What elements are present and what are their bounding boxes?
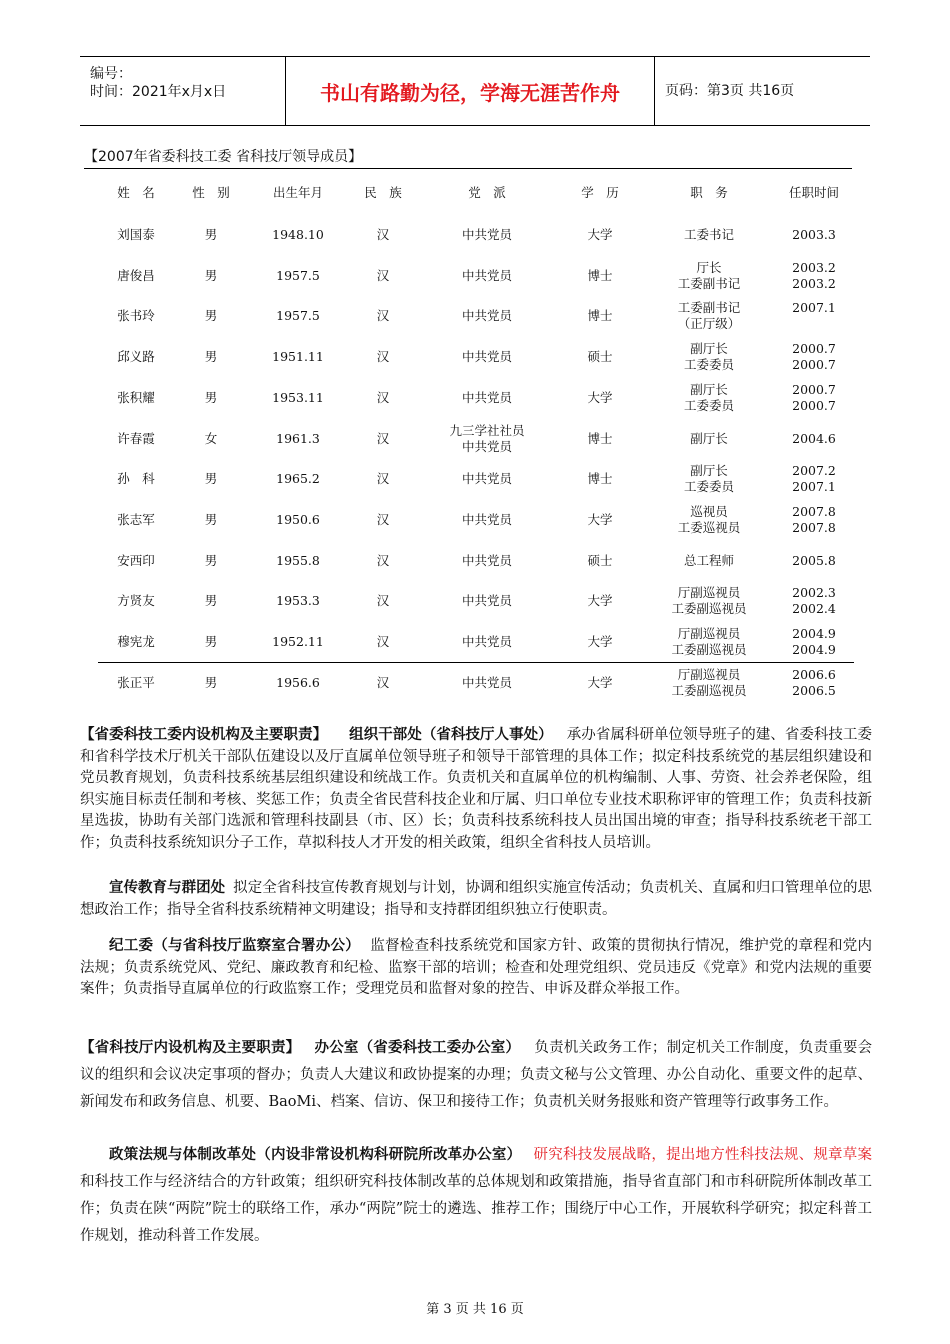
- table-cell: [644, 541, 774, 581]
- table-cell: 1950.6: [276, 511, 320, 527]
- table-cell: 汉: [376, 267, 390, 283]
- table-cell: [774, 500, 854, 540]
- cell-line: 副厅长: [690, 341, 728, 357]
- highlight-text: 提出地方性科技法规、规章草案: [666, 1147, 873, 1163]
- table-cell: 男: [204, 227, 218, 242]
- header-motto: 书山有路勤为径，学海无涯苦作舟: [320, 80, 620, 105]
- table-cell: [644, 622, 774, 662]
- dept-duties: 监督检查科技系统党和国家方针、政策的贯彻执行情况，维护党的章程和党内法规；负责系统党风、党纪、廉政教育和纪检、监察干部的培训；检查和处理党组织、党员违反《党章》和党内法规的重要案件；负责指导直属单位的行政监察工作；受理党员和监督对象的控告、申诉及群众举报工作。: [80, 938, 872, 997]
- table-cell: 汉: [376, 430, 390, 446]
- table-cell: [427, 419, 547, 459]
- dept-name: 组织干部处（省科技厅人事处）: [349, 726, 553, 743]
- cell-line: 工委副巡视员: [671, 682, 747, 698]
- cell-line: 厅长: [696, 259, 722, 275]
- cell-line: 2007.1: [792, 300, 836, 316]
- table-cell: 男: [204, 674, 218, 690]
- column-header: 出生年月: [272, 185, 323, 200]
- table-cell: 张志军: [117, 511, 155, 527]
- cell-line: 2003.2: [792, 259, 836, 275]
- table-cell: [427, 337, 547, 377]
- paragraph-discipline: [80, 935, 872, 1001]
- table-cell: 1948.10: [272, 227, 324, 242]
- table-cell: 方贤友: [117, 593, 155, 609]
- section-heading: 【省委科技工委内设机构及主要职责】: [80, 726, 328, 743]
- table-cell: [774, 215, 854, 255]
- paragraph-policy: [80, 1141, 872, 1250]
- dept-name: 纪工委（与省科技厅监察室合署办公）: [109, 937, 360, 954]
- cell-line: 中共党员: [461, 674, 512, 690]
- cell-line: 2000.7: [792, 341, 836, 357]
- cell-line: 2004.9: [792, 626, 836, 641]
- table-cell: [644, 256, 774, 296]
- table-cell: [774, 296, 854, 336]
- cell-line: 2003.3: [792, 227, 836, 242]
- table-row: [0, 622, 950, 662]
- dept-duties: 拟定全省科技宣传教育规划与计划，协调和组织实施宣传活动；负责机关、直属和归口管理单位的思想政治工作；指导全省科技系统精神文明建设；指导和支持群团组织独立行使职责。: [80, 880, 872, 918]
- cell-line: 厅副巡视员: [677, 626, 741, 641]
- table-cell: 汉: [376, 593, 390, 609]
- table-cell: [427, 459, 547, 499]
- table-cell: 男: [204, 389, 218, 405]
- cell-line: 工委委员: [683, 479, 734, 495]
- cell-line: 2003.2: [792, 275, 836, 291]
- paragraph-office: [80, 1034, 872, 1116]
- table-cell: [644, 215, 774, 255]
- table-cell: [427, 378, 547, 418]
- table-cell: 1957.5: [276, 308, 320, 324]
- table-cell: [427, 500, 547, 540]
- paragraph-publicity: [80, 877, 872, 921]
- cell-line: 中共党员: [461, 593, 512, 609]
- table-cell: 男: [204, 552, 218, 568]
- table-cell: 男: [204, 634, 218, 649]
- header-meta: [80, 57, 285, 125]
- table-cell: 汉: [376, 634, 390, 649]
- paragraph-organization: [80, 724, 872, 854]
- table-cell: 穆宪龙: [117, 634, 155, 649]
- table-cell: 男: [204, 593, 218, 609]
- table-cell: 汉: [376, 471, 390, 487]
- table-row: [0, 663, 950, 703]
- dept-name: 政策法规与体制改革处（内设非常设机构科研院所改革办公室）: [109, 1146, 522, 1163]
- table-cell: 张正平: [117, 674, 155, 690]
- table-cell: 男: [204, 471, 218, 487]
- cell-line: 2005.8: [792, 552, 836, 568]
- cell-line: 2004.9: [792, 642, 836, 657]
- cell-line: 总工程师: [683, 552, 734, 568]
- table-cell: 张书玲: [117, 308, 155, 324]
- table-cell: 男: [204, 267, 218, 283]
- page-indicator: 页码：第3页 共16页: [665, 83, 795, 99]
- dept-name: 宣传教育与群团处: [109, 879, 226, 896]
- cell-line: 2002.4: [792, 601, 836, 617]
- table-cell: [644, 419, 774, 459]
- column-header: 职 务: [690, 185, 728, 200]
- cell-line: 工委副巡视员: [671, 642, 747, 657]
- table-cell: 大学: [587, 593, 613, 609]
- cell-line: 九三学社社员: [449, 422, 525, 438]
- table-row: [0, 419, 950, 459]
- table-cell: 大学: [587, 389, 613, 405]
- cell-line: 中共党员: [461, 471, 512, 487]
- cell-line: 工委副巡视员: [671, 601, 747, 617]
- cell-line: 2000.7: [792, 357, 836, 373]
- table-cell: [644, 296, 774, 336]
- table-cell: [427, 581, 547, 621]
- column-header: 党 派: [468, 185, 506, 200]
- table-cell: [774, 663, 854, 703]
- section-heading: 【省科技厅内设机构及主要职责】: [80, 1039, 301, 1056]
- table-cell: [644, 663, 774, 703]
- dept-duties: 和科技工作与经济结合的方针政策；组织研究科技体制改革的总体规划和政策措施，指导省直部门和市科研院所体制改革工作；负责在陕“两院”院士的联络工作，承办“两院”院士的遴选、推荐工作；围绕厅中心工作，开展软科学研究；拟定科普工作规划，推动科普工作发展。: [80, 1174, 872, 1244]
- column-header: 姓 名: [117, 185, 155, 200]
- cell-line: 中共党员: [461, 389, 512, 405]
- number-label: 编号：: [90, 66, 132, 82]
- table-cell: 孙 科: [117, 471, 155, 487]
- cell-line: 副厅长: [690, 463, 728, 479]
- table-row: [0, 500, 950, 540]
- table-cell: 1951.11: [272, 349, 324, 365]
- table-cell: [774, 581, 854, 621]
- table-cell: [427, 541, 547, 581]
- table-cell: 许春霞: [117, 430, 155, 446]
- table-cell: [774, 256, 854, 296]
- table-title: 【2007年省委科技工委 省科技厅领导成员】: [84, 146, 852, 169]
- table-row: [0, 337, 950, 377]
- table-cell: 1961.3: [276, 430, 320, 446]
- table-cell: 汉: [376, 552, 390, 568]
- cell-line: 厅副巡视员: [677, 585, 741, 601]
- table-cell: [774, 622, 854, 662]
- cell-line: 厅副巡视员: [677, 666, 741, 682]
- table-cell: 张积耀: [117, 389, 155, 405]
- cell-line: 中共党员: [461, 349, 512, 365]
- cell-line: 中共党员: [461, 438, 512, 454]
- table-cell: 汉: [376, 674, 390, 690]
- cell-line: 工委副书记: [677, 300, 741, 316]
- cell-line: 2007.8: [792, 503, 836, 519]
- table-cell: 博士: [587, 267, 613, 283]
- table-cell: 硕士: [587, 349, 613, 365]
- table-cell: [427, 215, 547, 255]
- table-cell: [427, 663, 547, 703]
- table-separator: [98, 662, 854, 663]
- table-cell: 女: [204, 430, 218, 446]
- table-cell: 刘国泰: [117, 227, 155, 242]
- highlight-text: 研究科技发展战略，: [533, 1147, 667, 1163]
- page-header: [80, 56, 870, 126]
- table-cell: [644, 337, 774, 377]
- cell-line: 副厅长: [690, 430, 728, 446]
- table-cell: 汉: [376, 308, 390, 324]
- cell-line: 2006.5: [792, 682, 836, 698]
- table-cell: [427, 256, 547, 296]
- table-cell: 1952.11: [272, 634, 324, 649]
- table-cell: 博士: [587, 430, 613, 446]
- table-row: [0, 215, 950, 255]
- table-cell: 汉: [376, 511, 390, 527]
- table-cell: [644, 378, 774, 418]
- table-cell: [644, 459, 774, 499]
- table-cell: 汉: [376, 389, 390, 405]
- table-cell: 男: [204, 308, 218, 324]
- table-cell: 男: [204, 349, 218, 365]
- table-row: [0, 459, 950, 499]
- cell-line: 工委巡视员: [677, 519, 741, 535]
- table-cell: 大学: [587, 674, 613, 690]
- cell-line: 2004.6: [792, 430, 836, 446]
- cell-line: 2007.8: [792, 519, 836, 535]
- page-footer: 第 3 页 共 16 页: [426, 1302, 524, 1317]
- dept-duties: 承办省属科研单位领导班子的建、省委科技工委和省科学技术厅机关干部队伍建设以及厅直属单位领导班子和领导干部管理的具体工作；拟定科技系统党的基层组织建设和党员教育规划，负责科技系统基层组织建设和统战工作。负责机关和直属单位的机构编制、人事、劳资、社会养老保险，组织实施目标责任制和考核、奖惩工作；负责全省民营科技企业和厅属、归口单位专业技术职称评审的管理工作；负责科技新星选拔，协助有关部门选派和管理科技副县（市、区）长；负责科技系统科技人员出国出境的审查；指导科技系统老干部工作；负责科技系统知识分子工作，草拟科技人才开发的相关政策，组织全省科技人员培训。: [80, 727, 873, 851]
- cell-line: 中共党员: [461, 634, 512, 649]
- table-cell: 1965.2: [276, 471, 320, 487]
- cell-line: 巡视员: [690, 503, 728, 519]
- cell-line: 2007.1: [792, 479, 836, 495]
- cell-line: 副厅长: [690, 381, 728, 397]
- table-cell: 邱义路: [117, 349, 155, 365]
- table-cell: [644, 500, 774, 540]
- cell-line: 工委副书记: [677, 275, 741, 291]
- table-cell: [774, 378, 854, 418]
- cell-line: （正厅级）: [677, 316, 741, 332]
- table-cell: 1955.8: [276, 552, 320, 568]
- table-cell: 1957.5: [276, 267, 320, 283]
- cell-line: 中共党员: [461, 511, 512, 527]
- table-row: [0, 296, 950, 336]
- time-label: 时间：2021年x月x日: [90, 84, 227, 100]
- table-cell: [774, 459, 854, 499]
- table-cell: 1956.6: [276, 674, 320, 690]
- table-cell: 1953.3: [276, 593, 320, 609]
- dept-name: 办公室（省委科技工委办公室）: [314, 1039, 521, 1056]
- table-cell: [774, 541, 854, 581]
- table-row: [0, 541, 950, 581]
- table-cell: [644, 581, 774, 621]
- cell-line: 2000.7: [792, 397, 836, 413]
- table-cell: 硕士: [587, 552, 613, 568]
- table-row: [0, 256, 950, 296]
- cell-line: 中共党员: [461, 227, 512, 242]
- cell-line: 工委委员: [683, 397, 734, 413]
- table-row: [0, 378, 950, 418]
- table-cell: 1953.11: [272, 389, 324, 405]
- column-header: 学 历: [581, 185, 619, 200]
- table-cell: 博士: [587, 471, 613, 487]
- cell-line: 2000.7: [792, 381, 836, 397]
- table-cell: 汉: [376, 227, 390, 242]
- column-header: 性 别: [192, 185, 230, 200]
- cell-line: 中共党员: [461, 552, 512, 568]
- table-cell: [427, 296, 547, 336]
- table-row: [0, 581, 950, 621]
- header-divider: [654, 57, 655, 125]
- column-header: 任职时间: [788, 185, 839, 200]
- cell-line: 中共党员: [461, 308, 512, 324]
- table-cell: 大学: [587, 634, 613, 649]
- cell-line: 2007.2: [792, 463, 836, 479]
- cell-line: 中共党员: [461, 267, 512, 283]
- cell-line: 2002.3: [792, 585, 836, 601]
- table-cell: [427, 622, 547, 662]
- column-header: 民 族: [364, 185, 402, 200]
- cell-line: 工委委员: [683, 357, 734, 373]
- cell-line: 工委书记: [683, 227, 734, 242]
- table-cell: 男: [204, 511, 218, 527]
- table-cell: [774, 419, 854, 459]
- table-cell: 唐俊昌: [117, 267, 155, 283]
- table-cell: 安西印: [117, 552, 155, 568]
- table-cell: [774, 337, 854, 377]
- table-cell: 博士: [587, 308, 613, 324]
- table-cell: 大学: [587, 227, 613, 242]
- table-cell: 大学: [587, 511, 613, 527]
- table-cell: 汉: [376, 349, 390, 365]
- dept-duties: 负责机关政务工作；制定机关工作制度，负责重要会议的组织和会议决定事项的督办；负责人大建议和政协提案的办理；负责文秘与公文管理、办公自动化、重要文件的起草、新闻发布和政务信息、机要、BaoMi、档案、信访、保卫和接待工作；负责机关财务报账和资产管理等行政事务工作。: [80, 1040, 873, 1110]
- cell-line: 2006.6: [792, 666, 836, 682]
